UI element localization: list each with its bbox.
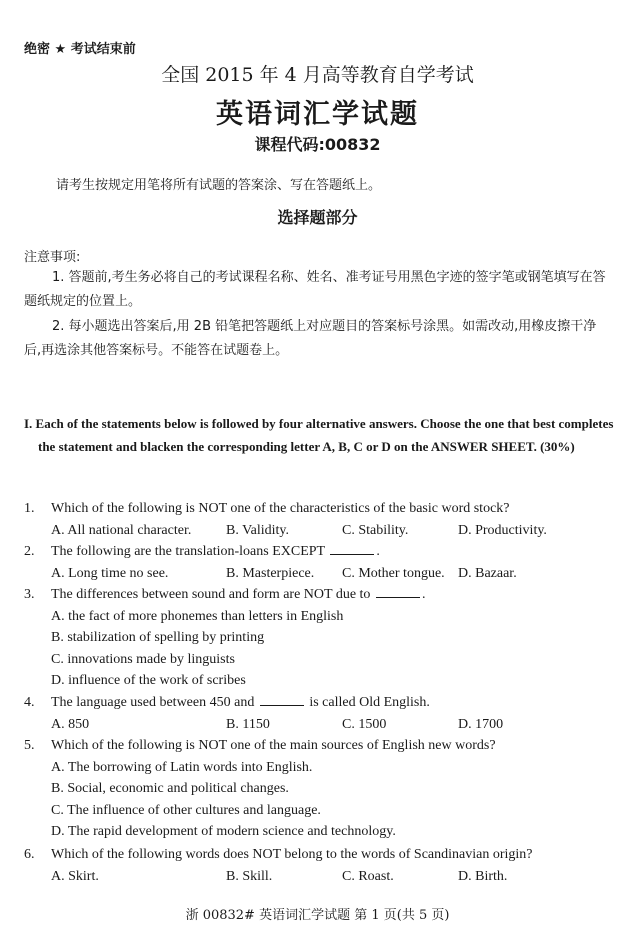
option-b: B. Validity. (226, 522, 290, 538)
option-c: C. The influence of other cultures and language. (51, 802, 321, 818)
option-a: A. Skirt. (51, 868, 99, 884)
question-text: Which of the following is NOT one of the main sources of English new words? (51, 738, 496, 753)
option-b: B. Skill. (226, 868, 273, 884)
option-a: A. All national character. (51, 522, 192, 538)
option-a: A. 850 (51, 716, 90, 732)
question-number: 2. (24, 544, 35, 559)
option-a: A. The borrowing of Latin words into English. (51, 759, 313, 775)
question-3 (24, 584, 614, 692)
course-code: 课程代码:00832 (254, 135, 381, 154)
page-footer: 浙 00832# 英语词汇学试题 第 1 页(共 5 页) (185, 908, 450, 923)
option-d: D. influence of the work of scribes (51, 673, 246, 689)
option-d: D. Productivity. (458, 522, 547, 538)
option-d: D. Birth. (458, 868, 508, 884)
question-text: The language used between 450 and is called Old English. (51, 695, 430, 710)
question-number: 1. (24, 501, 35, 516)
option-b: B. Social, economic and political changes. (51, 781, 289, 797)
part-heading: I. Each of the statements below is followed by four alternative answers. Choose the one that best completes the statement and blacken the corresponding letter A, B, C or D on the ANSWER SHEET. (30%) (24, 416, 614, 454)
answer-blank (330, 542, 374, 555)
option-a: A. Long time no see. (51, 565, 169, 581)
question-text: The differences between sound and form are NOT due to . (51, 587, 426, 602)
option-c: C. Stability. (342, 522, 409, 538)
question-text: Which of the following words does NOT belong to the words of Scandinavian origin? (51, 847, 533, 862)
question-text: The following are the translation-loans EXCEPT . (51, 544, 380, 559)
option-d: D. 1700 (458, 716, 504, 732)
question-5 (24, 735, 614, 843)
answer-blank (376, 585, 420, 598)
option-b: B. 1150 (226, 716, 270, 732)
option-a: A. the fact of more phonemes than letters in English (51, 608, 344, 624)
question-4 (24, 692, 614, 735)
option-c: C. Roast. (342, 868, 394, 884)
question-2 (24, 541, 614, 584)
option-c: C. Mother tongue. (342, 565, 445, 581)
question-text: Which of the following is NOT one of the characteristics of the basic word stock? (51, 501, 510, 516)
section-heading: 选择题部分 (277, 208, 358, 227)
option-b: B. stabilization of spelling by printing (51, 630, 265, 646)
question-number: 3. (24, 587, 35, 602)
note-item: 2. 每小题选出答案后,用 2B 铅笔把答题纸上对应题目的答案标号涂黑。如需改动,用橡皮擦干净后,再选涂其他答案标号。不能答在试题卷上。 (24, 319, 597, 358)
question-1 (24, 498, 614, 541)
option-d: D. Bazaar. (458, 565, 517, 581)
notes-heading: 注意事项: (24, 250, 81, 265)
question-6 (24, 844, 614, 887)
note-item: 1. 答题前,考生务必将自己的考试课程名称、姓名、准考证号用黑色字迹的签字笔或钢笔填写在答题纸规定的位置上。 (24, 270, 606, 309)
confidential-label: 绝密 ★ 考试结束前 (24, 42, 136, 57)
question-number: 4. (24, 695, 35, 710)
question-number: 6. (24, 847, 35, 862)
answer-instruction: 请考生按规定用笔将所有试题的答案涂、写在答题纸上。 (56, 178, 382, 193)
exam-title: 全国 2015 年 4 月高等教育自学考试 (161, 64, 474, 86)
option-c: C. 1500 (342, 716, 387, 732)
answer-blank (260, 693, 304, 706)
option-c: C. innovations made by linguists (51, 651, 235, 667)
subject-title: 英语词汇学试题 (216, 99, 419, 130)
question-number: 5. (24, 738, 35, 753)
option-d: D. The rapid development of modern science and technology. (51, 824, 396, 840)
option-b: B. Masterpiece. (226, 565, 315, 581)
